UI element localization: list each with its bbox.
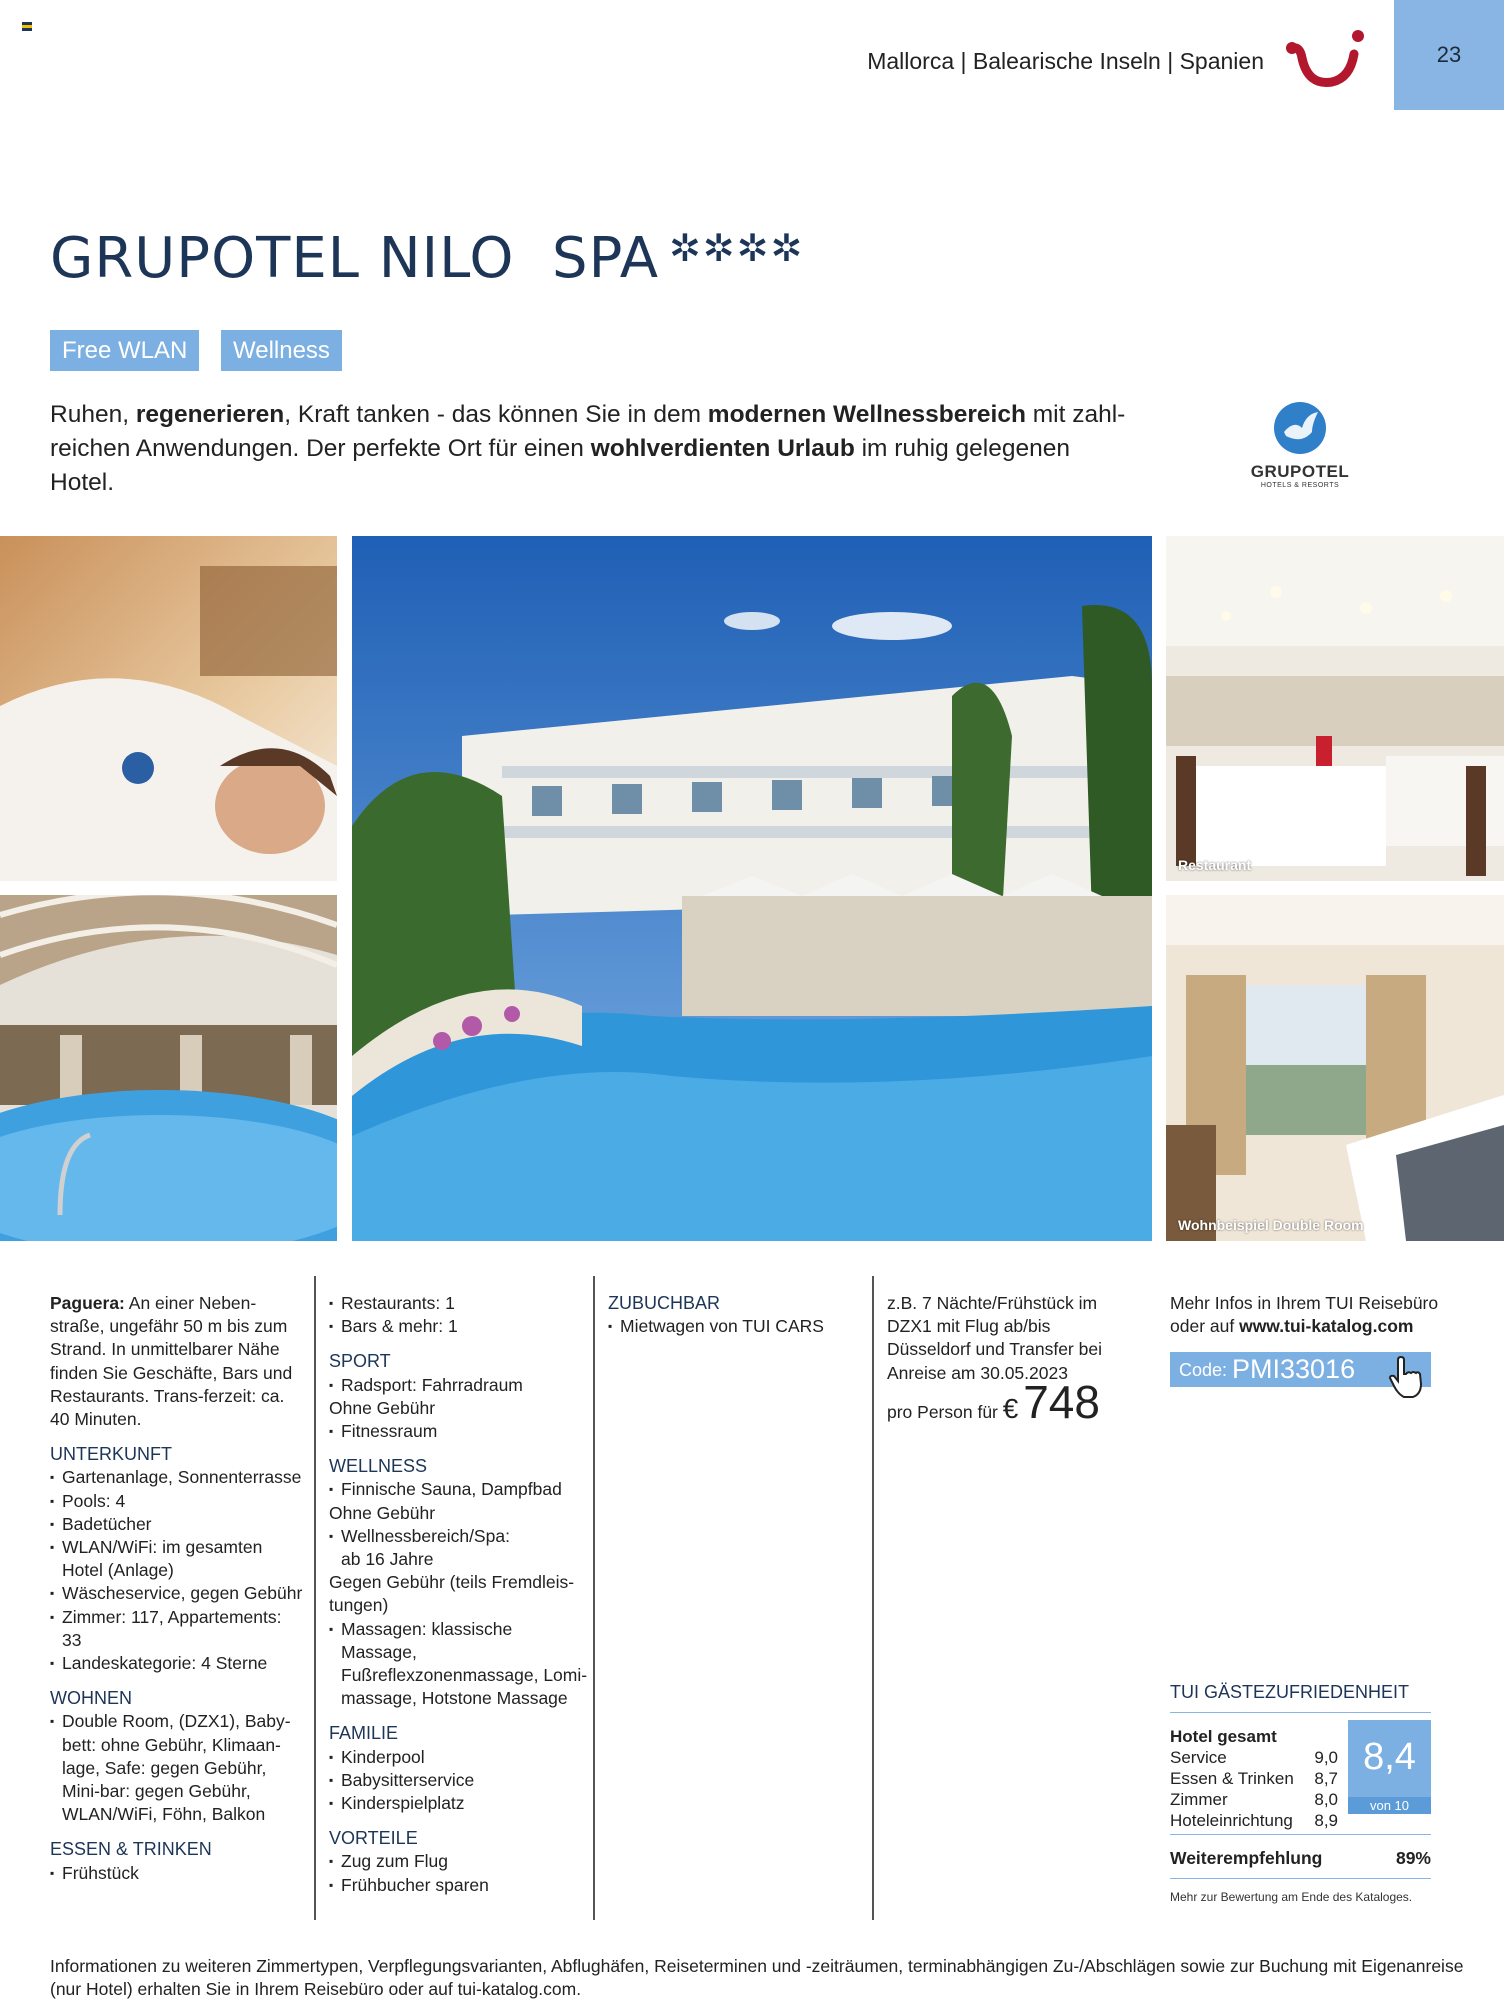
list-item: ▪ Zug zum Flug — [329, 1850, 591, 1873]
hotel-title — [50, 226, 804, 291]
heading-vorteile: VORTEILE — [329, 1828, 418, 1849]
column-addons — [608, 1292, 858, 1338]
list-item: ▪ Kinderspielplatz — [329, 1792, 591, 1815]
list-zubuchbar — [608, 1315, 858, 1338]
score-scale: von 10 — [1348, 1797, 1431, 1814]
info-text: Mehr Infos in Ihrem TUI Reisebüro oder auf — [1170, 1293, 1439, 1337]
recommendation — [1170, 1848, 1431, 1869]
list-item: ▪ Wäscheservice, gegen Gebühr — [50, 1582, 305, 1605]
recommend-value: 89% — [1395, 1848, 1431, 1868]
rating-overall-label: Hotel gesamt — [1170, 1727, 1277, 1746]
bird-icon — [1272, 398, 1328, 458]
list-item: ▪ Landeskategorie: 4 Sterne — [50, 1652, 305, 1675]
list-item: ▪ Zimmer: 117, Appartements: 33 — [50, 1606, 305, 1652]
flag-icon — [22, 22, 32, 31]
list-wohnen — [50, 1710, 305, 1826]
list-item-note: Gegen Gebühr (teils Fremdleis-tungen) — [329, 1572, 575, 1616]
score-box — [1348, 1720, 1431, 1814]
price-prefix: pro Person für — [887, 1401, 998, 1422]
heading-sport: SPORT — [329, 1351, 391, 1372]
list-item: ▪ Frühbucher sparen — [329, 1874, 591, 1897]
list-item: ▪ Mietwagen von TUI CARS — [608, 1315, 858, 1338]
location-text: Paguera: An einer Neben-straße, ungefähr 50 m bis zum Strand. In unmittelbarer Nähe finden Sie Geschäfte, Bars und Restaurants. Trans-ferzeit: ca. 40 Minuten. — [50, 1293, 293, 1430]
price-line — [887, 1375, 1137, 1428]
list-item: ▪ Double Room, (DZX1), Baby-bett: ohne Gebühr, Klimaan-lage, Safe: gegen Gebühr, Mini-bar: gegen Gebühr, WLAN/WiFi, Föhn, Balkon — [50, 1710, 305, 1826]
column-divider — [593, 1276, 595, 1920]
list-gastro — [329, 1292, 591, 1338]
photo-spa-guest — [0, 536, 337, 881]
star-rating: ✲✲✲✲ — [669, 226, 805, 270]
list-item-note: ab 16 Jahre — [341, 1549, 434, 1570]
tui-logo — [1284, 24, 1364, 94]
list-item: ▪ Fitnessraum — [329, 1420, 591, 1443]
rating-row: Service 9,0 — [1170, 1748, 1338, 1767]
column-location — [50, 1292, 305, 1885]
rating-rule-bottom — [1170, 1878, 1431, 1879]
list-vorteile — [329, 1850, 591, 1896]
column-divider — [314, 1276, 316, 1920]
overall-score: 8,4 — [1363, 1736, 1416, 1778]
list-item: ▪ Pools: 4 — [50, 1490, 305, 1513]
heading-essen: ESSEN & TRINKEN — [50, 1839, 212, 1860]
rating-rule-mid — [1170, 1834, 1431, 1835]
booking-code: PMI33016 — [1232, 1354, 1356, 1384]
booking-code-box[interactable] — [1170, 1352, 1431, 1387]
list-item-note: Ohne Gebühr — [329, 1502, 436, 1523]
photo-restaurant — [1166, 536, 1504, 881]
price: 748 — [1023, 1375, 1100, 1428]
rating-table — [1170, 1726, 1338, 1831]
rating-row: Zimmer 8,0 — [1170, 1790, 1338, 1809]
list-item: ▪ WLAN/WiFi: im gesamten Hotel (Anlage) — [50, 1536, 305, 1582]
list-item: ▪ Finnische Sauna, Dampfbad — [329, 1478, 591, 1501]
restaurant-caption: Restaurant — [1178, 857, 1252, 873]
rating-row: Hoteleinrichtung 8,9 — [1170, 1811, 1338, 1830]
badge-free-wlan: Free WLAN — [50, 330, 199, 371]
list-unterkunft — [50, 1466, 305, 1675]
list-item: ▪ Babysitterservice — [329, 1769, 591, 1792]
footer-note: Informationen zu weiteren Zimmertypen, Verpflegungsvarianten, Abflughäfen, Reiseterminen und -zeiträumen, terminabhängigen Zu-/Abschlägen sowie zur Buchung mit Eigenanreise (nur Hotel) erhalten Sie in Ihrem Reisebüro oder auf tui-katalog.com. — [50, 1956, 1464, 1999]
heading-familie: FAMILIE — [329, 1723, 399, 1744]
list-item-note: Ohne Gebühr — [329, 1397, 436, 1418]
column-price — [887, 1292, 1137, 1428]
column-info — [1170, 1292, 1450, 1338]
hand-pointer-icon — [1386, 1356, 1426, 1400]
grupotel-logo — [1240, 398, 1360, 498]
photo-hotel-pool — [352, 536, 1152, 1241]
room-caption: Wohnbeispiel Double Room — [1178, 1217, 1364, 1233]
heading-wellness: WELLNESS — [329, 1456, 428, 1477]
recommend-label: Weiterempfehlung — [1170, 1848, 1323, 1868]
list-item: ▪ Wellnessbereich/Spa: — [329, 1525, 591, 1548]
list-item: ▪ Badetücher — [50, 1513, 305, 1536]
page-number: 23 — [1394, 0, 1504, 110]
badge-wellness: Wellness — [221, 330, 342, 371]
info-link[interactable]: www.tui-katalog.com — [1239, 1316, 1414, 1337]
column-facilities — [329, 1292, 591, 1897]
brand-name: GRUPOTEL — [1250, 462, 1350, 481]
list-essen — [50, 1862, 305, 1885]
list-item: ▪ Radsport: Fahrradraum — [329, 1374, 591, 1397]
list-item: ▪ Frühstück — [50, 1862, 305, 1885]
rating-title: TUI GÄSTEZUFRIEDENHEIT — [1170, 1682, 1410, 1702]
code-label: Code: — [1179, 1360, 1228, 1380]
list-familie — [329, 1746, 591, 1816]
rating-note: Mehr zur Bewertung am Ende des Kataloges. — [1170, 1890, 1413, 1904]
rating-row: Essen & Trinken 8,7 — [1170, 1769, 1338, 1788]
list-item: ▪ Kinderpool — [329, 1746, 591, 1769]
list-sport — [329, 1374, 591, 1444]
list-item: ▪ Restaurants: 1 — [329, 1292, 591, 1315]
brand-sub: HOTELS & RESORTS — [1260, 482, 1340, 489]
offer-text: z.B. 7 Nächte/Frühstück im DZX1 mit Flug ab/bis Düsseldorf und Transfer bei Anreise am 30.05.2023 — [887, 1293, 1102, 1383]
photo-indoor-pool — [0, 895, 337, 1241]
list-wellness — [329, 1478, 591, 1710]
list-item: ▪ Gartenanlage, Sonnenterrasse — [50, 1466, 305, 1489]
breadcrumb: Mallorca | Balearische Inseln | Spanien — [867, 48, 1264, 74]
rating-rule-top — [1170, 1712, 1431, 1713]
list-item: ▪ Bars & mehr: 1 — [329, 1315, 591, 1338]
heading-unterkunft: UNTERKUNFT — [50, 1444, 172, 1465]
currency: € — [1002, 1392, 1019, 1424]
photo-double-room — [1166, 895, 1504, 1241]
heading-zubuchbar: ZUBUCHBAR — [608, 1293, 721, 1313]
list-item: ▪ Massagen: klassische Massage, Fußreflexzonenmassage, Lomi-massage, Hotstone Massage — [329, 1618, 591, 1711]
column-divider — [872, 1276, 874, 1920]
heading-wohnen: WOHNEN — [50, 1688, 132, 1709]
intro-text: Ruhen, regenerieren, Kraft tanken - das können Sie in dem modernen Wellnessbereich mit zahl-reichen Anwendungen. Der perfekte Ort für einen wohlverdienten Urlaub im ruhig gelegenen Hotel. — [50, 401, 1126, 496]
hotel-name: GRUPOTEL NILO SPA — [50, 226, 660, 291]
